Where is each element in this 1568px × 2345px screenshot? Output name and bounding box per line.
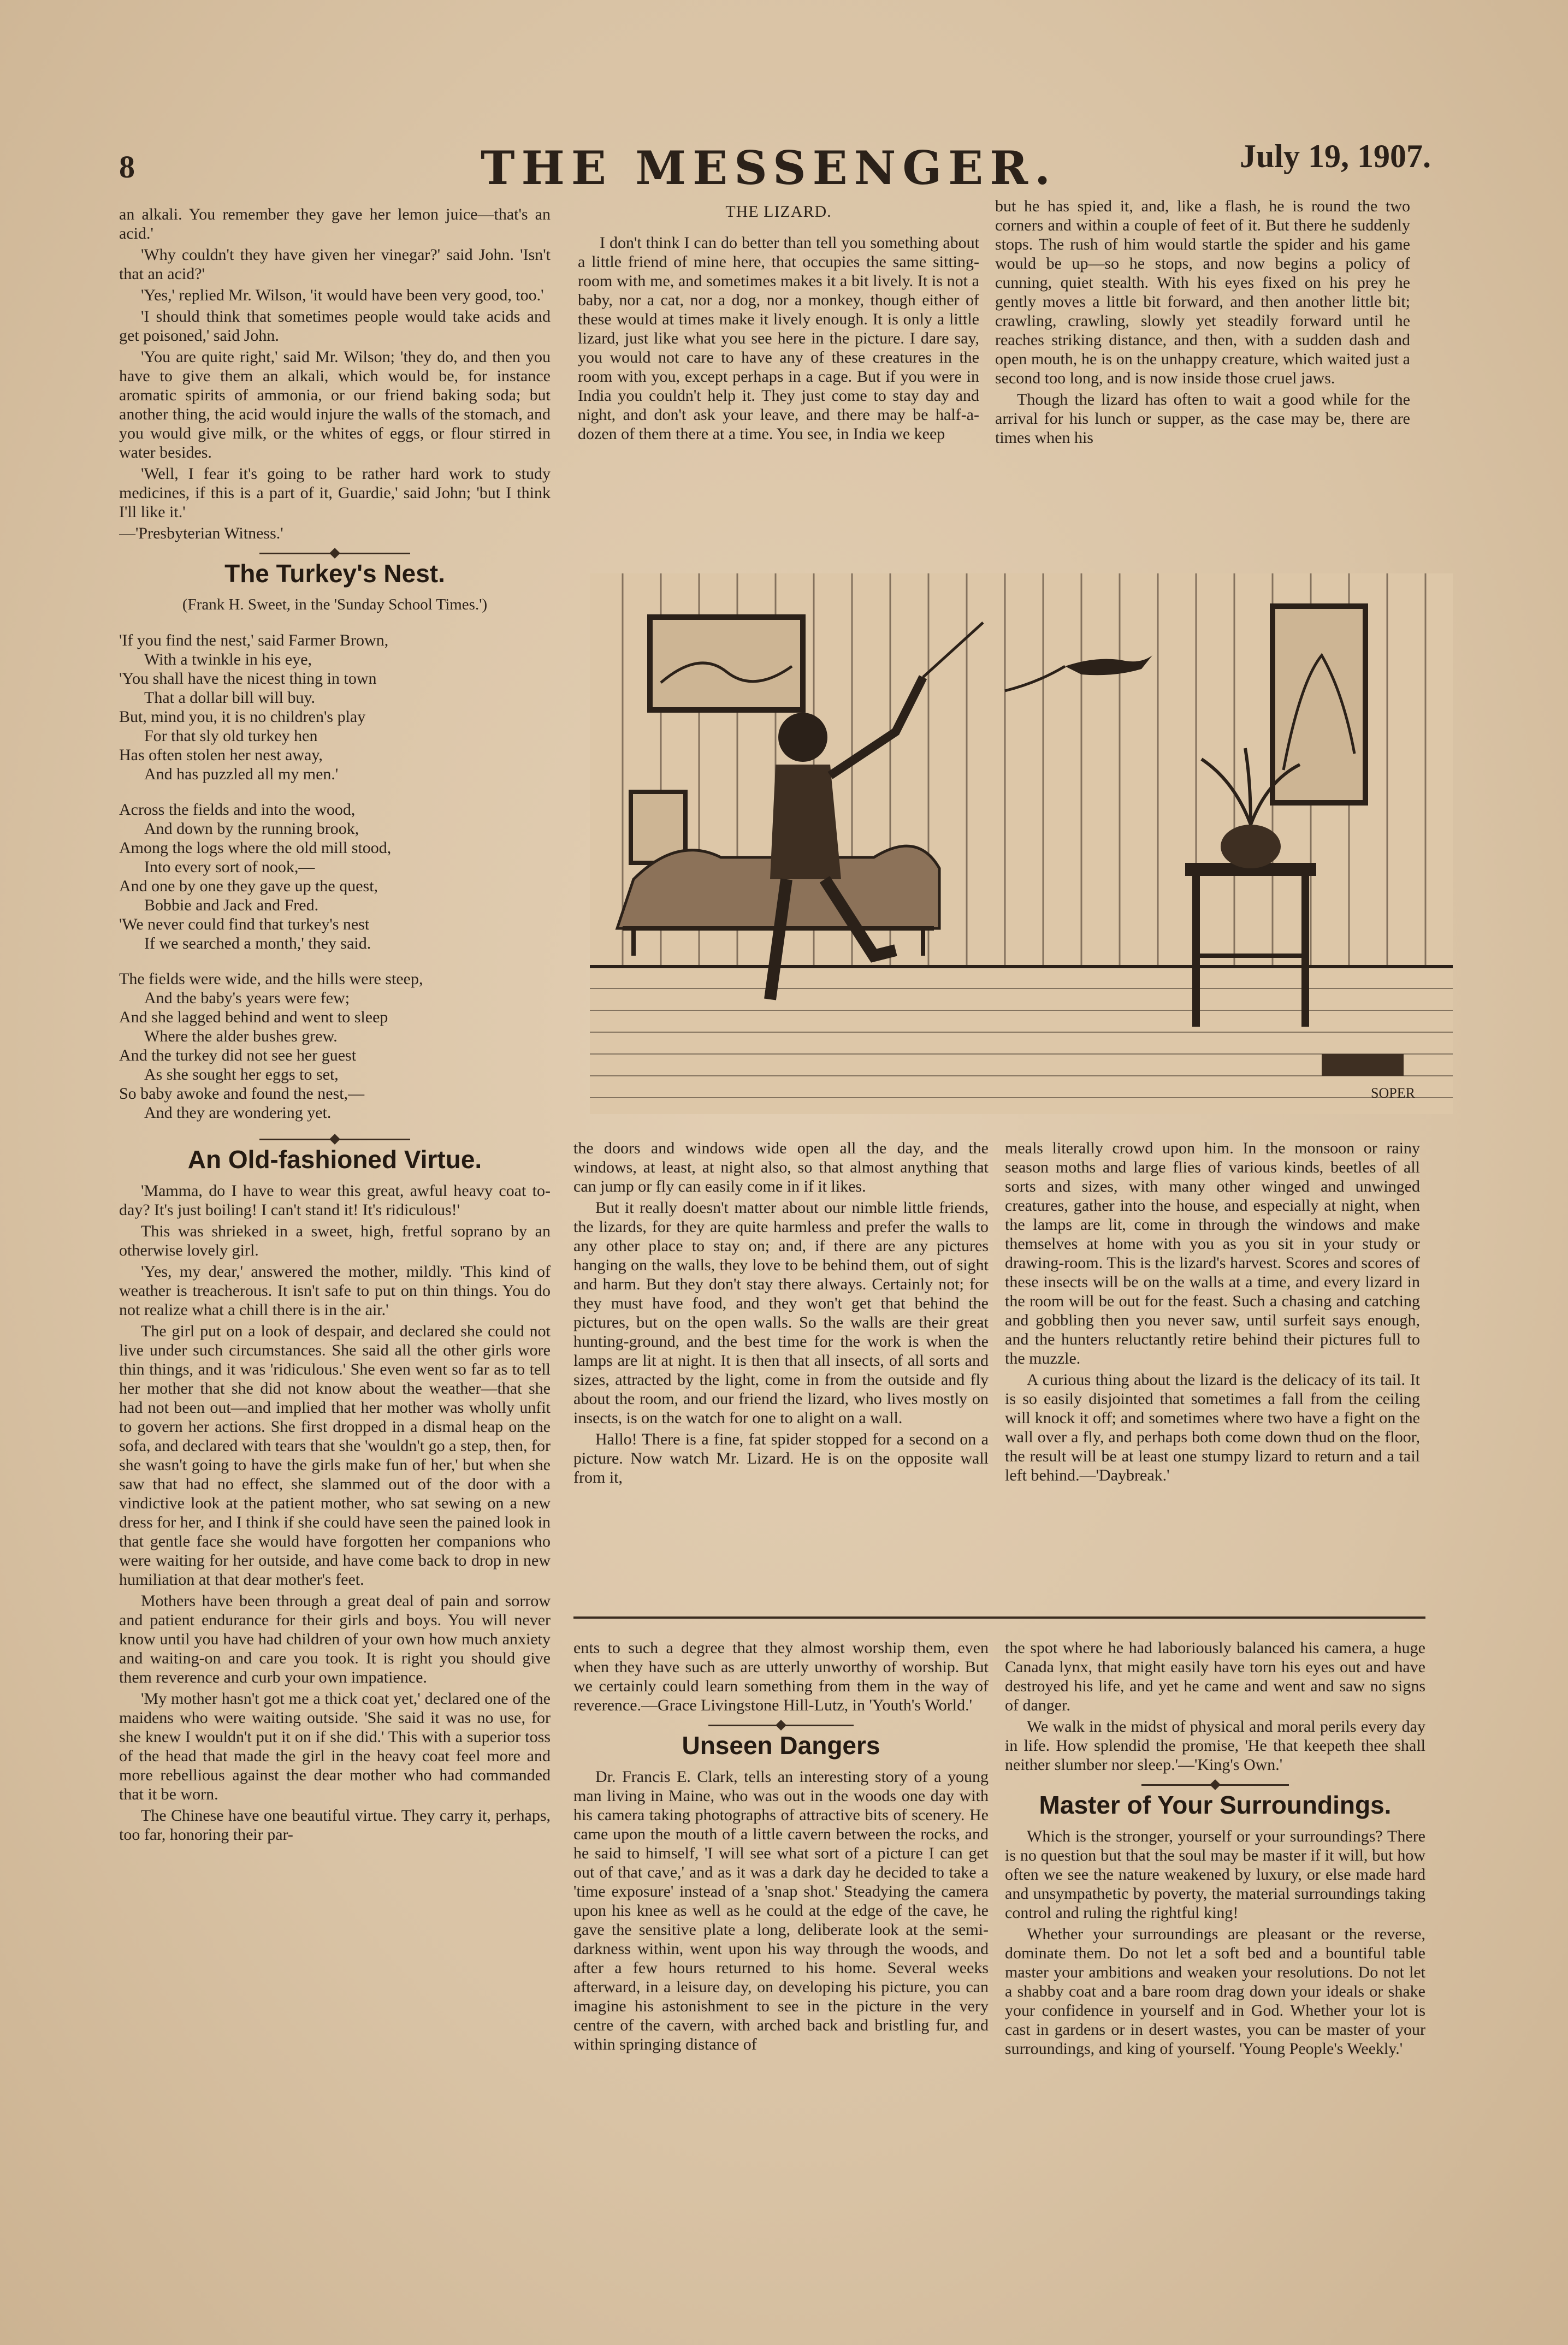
- article-paragraph: 'I should think that sometimes people would take acids and get poisoned,' said John.: [119, 307, 551, 345]
- illustration-drawing: [590, 573, 1453, 1114]
- byline: (Frank H. Sweet, in the 'Sunday School Times.'): [182, 596, 488, 613]
- section-divider: [259, 553, 411, 554]
- article-paragraph: Which is the stronger, yourself or your surroundings? There is no question but that the soul may be master if it will, but how often we see the nature weakened by luxury, or else made hard and unsympathetic by poverty, the material surroundings taking control and ruling the rightful king!: [1005, 1827, 1425, 1922]
- lizard-column-a: [578, 202, 979, 552]
- column-3-bottom: [1005, 1638, 1425, 2239]
- article-paragraph: 'Mamma, do I have to wear this great, awful heavy coat to-day? It's just boiling! I can't stand it! It's ridiculous!': [119, 1182, 551, 1219]
- article-paragraph: The girl put on a look of despair, and declared she could not live under such circumstances. She said all the other girls wore thin things, and it was 'ridiculous.' She even went so far as to tell her mother that she did not know about the weather—that she had not been out—and implied that her mother was wholly unfit to govern her actions. She first dropped in a dismal heap on the sofa, and declared with tears that she 'wouldn't go a step, then, for she wasn't going to have the girls make fun of her,' but when she saw that had no effect, she slammed out of the door with a vindictive look at the patient mother, who sat sewing on a new dress for her, and I think if she could have seen the pained look in that gentle face she would have forgotten her companions who were waiting for her outside, and have come back to drop in new humiliation at that dear mother's feet.: [119, 1322, 551, 1589]
- headline-unseen-dangers: Unseen Dangers: [682, 1731, 880, 1760]
- section-divider: [259, 1139, 411, 1140]
- lizard-column-c: [573, 1139, 989, 1600]
- article-paragraph: But it really doesn't matter about our nimble little friends, the lizards, for they are quite harmless and prefer the walls to any other place to stay on; and, if there are any pictures hanging on the walls, they love to be behind them, out of sight and harm. But they don't stay there always. Certainly not; for they must have food, and they won't get that behind the pictures, but on the open walls. So the walls are their great hunting-ground, and the best time for the work is when the lamps are lit at night. It is then that all insects, of all sorts and sizes, attracted by the light, come in from the outside and fly about the room, and our friend the lizard, who lives mostly on insects, is on the watch for one to alight on a wall.: [573, 1199, 989, 1427]
- poem-stanza: [119, 969, 551, 1122]
- article-paragraph: This was shrieked in a sweet, high, fretful soprano by an otherwise lovely girl.: [119, 1222, 551, 1259]
- poem-line: Has often stolen her nest away,: [119, 746, 323, 764]
- headline-turkeys-nest: The Turkey's Nest.: [224, 559, 445, 588]
- poem-line: 'You shall have the nicest thing in town: [119, 670, 377, 688]
- horizontal-rule: [573, 1616, 1425, 1619]
- article-paragraph: We walk in the midst of physical and moral perils every day in life. How splendid the promise, 'He that keepeth thee shall neither slumber nor sleep.'—'King's Own.': [1005, 1718, 1425, 1774]
- masthead-title: THE MESSENGER.: [481, 141, 1057, 195]
- poem-line: Into every sort of nook,—: [144, 858, 315, 876]
- article-paragraph: Hallo! There is a fine, fat spider stopped for a second on a picture. Now watch Mr. Lizard. He is on the opposite wall from it,: [573, 1430, 989, 1487]
- article-paragraph: Mothers have been through a great deal of pain and sorrow and patient endurance for their girls and boys. You will never know until you have had children of your own how much anxiety and waiting-on and care you took. It is right you should give them reverence and curb your own impatience.: [119, 1592, 551, 1686]
- article-paragraph: Whether your surroundings are pleasant or the reverse, dominate them. Do not let a soft bed and a bountiful table master your ambitions and weaken your resolutions. Do not let a shabby coat and a bare room drag down your ideals or shake your confidence in yourself and in God. Whether your lot is cast in gardens or in desert wastes, you can be master of your surroundings, and king of yourself. 'Young People's Weekly.': [1005, 1925, 1425, 2058]
- lizard-column-b: [995, 197, 1410, 552]
- article-paragraph: 'Yes, my dear,' answered the mother, mildly. 'This kind of weather is treacherous. It isn't safe to put on thin things. You do not realize what a chill there is in the air.': [119, 1263, 551, 1319]
- poem-line: 'We never could find that turkey's nest: [119, 915, 370, 933]
- poem-line: And down by the running brook,: [144, 820, 359, 838]
- poem-line: And the baby's years were few;: [144, 989, 350, 1007]
- article-paragraph: Though the lizard has often to wait a good while for the arrival for his lunch or supper, as the case may be, there are times when his: [995, 390, 1410, 447]
- illustrator-signature: SOPER: [1371, 1085, 1415, 1101]
- article-paragraph: but he has spied it, and, like a flash, he is round the two corners and within a couple of feet of it. But there he suddenly stops. The rush of him would startle the spider and his game would be up—so he stops, and now begins a policy of cunning, quiet stealth. With his eyes fixed on his prey he gently moves a little bit forward, and then another little bit; crawling, crawling, slowly yet steadily forward until he reaches striking distance, and then, with a sudden dash and open mouth, he is on the unhappy creature, which waited just a second too long, and is now inside those cruel jaws.: [995, 197, 1410, 387]
- article-paragraph: an alkali. You remember they gave her lemon juice—that's an acid.': [119, 205, 551, 242]
- poem-line: With a twinkle in his eye,: [144, 650, 312, 668]
- article-paragraph: 'Yes,' replied Mr. Wilson, 'it would have been very good, too.': [141, 286, 544, 304]
- poem-line: Among the logs where the old mill stood,: [119, 839, 392, 857]
- lizard-column-d: [1005, 1139, 1420, 1600]
- poem-line: So baby awoke and found the nest,—: [119, 1085, 365, 1103]
- article-paragraph: A curious thing about the lizard is the delicacy of its tail. It is so easily disjointed that sometimes a fall from the ceiling will knock it off; and sometimes where two have a fight on the wall over a fly, and perhaps both come down thud on the floor, the result will be at least one stumpy lizard to return and a tail left behind.—'Daybreak.': [1005, 1371, 1420, 1484]
- poem-line: The fields were wide, and the hills were steep,: [119, 970, 423, 988]
- headline-old-fashioned-virtue: An Old-fashioned Virtue.: [187, 1145, 482, 1174]
- article-source: —'Presbyterian Witness.': [119, 524, 283, 542]
- headline-master-of-surroundings: Master of Your Surroundings.: [1039, 1791, 1392, 1819]
- article-paragraph: 'You are quite right,' said Mr. Wilson; 'they do, and then you have to give them an alkali, which would be, for instance aromatic spirits of ammonia, or our friend baking soda; but another thing, the acid would injure the walls of the stomach, and you would give milk, or the whites of eggs, or flour stirred in water besides.: [119, 348, 551, 461]
- article-paragraph: ents to such a degree that they almost worship them, even when they have such as are utterly unworthy of worship. But we certainly could learn something from them in the way of reverence.—Grace Livingstone Hill-Lutz, in 'Youth's World.': [573, 1639, 989, 1714]
- poem-line: And the turkey did not see her guest: [119, 1046, 357, 1064]
- poem-line: That a dollar bill will buy.: [144, 689, 315, 707]
- section-divider: [1141, 1784, 1289, 1786]
- section-divider: [708, 1725, 854, 1726]
- poem-line: Bobbie and Jack and Fred.: [144, 896, 319, 914]
- article-paragraph: 'Well, I fear it's going to be rather hard work to study medicines, if this is a part of it, Guardie,' said John; 'but I think I'll like it.': [119, 465, 551, 521]
- article-paragraph: Dr. Francis E. Clark, tells an interesting story of a young man living in Maine, who was out in the woods one day with his camera taking photographs of attractive bits of scenery. He came upon the mouth of a little cavern between the rocks, and he said to himself, 'I will see what sort of a picture I can get out of that cave,' and as it was a dark day he decided to take a 'time exposure' instead of a 'snap shot.' Steadying the camera upon his knee as well as he could at the edge of the cave, he gave the sensitive plate a long, deliberate look at the semi-darkness within, went upon his way through the woods, and after a few hours returned to his home. Several weeks afterward, in a leisure day, on developing his picture, you can imagine his astonishment to see in the picture in the very centre of the cavern, with arched back and bristling fur, and within springing distance of: [573, 1768, 989, 2053]
- article-paragraph: the doors and windows wide open all the day, and the windows, at least, at night also, so that almost anything that can jump or fly can easily come in if it likes.: [573, 1139, 989, 1195]
- poem-line: And has puzzled all my men.': [144, 765, 339, 783]
- column-2-bottom: [573, 1638, 989, 2239]
- masthead-date: July 19, 1907.: [1240, 138, 1431, 174]
- poem-line: If we searched a month,' they said.: [144, 934, 371, 952]
- poem-line: And one by one they gave up the quest,: [119, 877, 378, 895]
- page-number: 8: [119, 149, 135, 185]
- poem-stanza: [119, 800, 551, 953]
- poem-line: Where the alder bushes grew.: [144, 1027, 338, 1045]
- poem-line: And they are wondering yet.: [144, 1104, 332, 1122]
- article-paragraph: 'My mother hasn't got me a thick coat yet,' declared one of the maidens who were waiting outside. 'She said it was no use, for she knew I wouldn't put it on if she did.' This with a superior toss of the head that made the girl in the heavy coat feel more and more rebellious against the dear mother who had commanded that it be worn.: [119, 1690, 551, 1803]
- poem-line: But, mind you, it is no children's play: [119, 708, 366, 726]
- article-paragraph: The Chinese have one beautiful virtue. They carry it, perhaps, too far, honoring their par-: [119, 1807, 551, 1844]
- poem-line: 'If you find the nest,' said Farmer Brown,: [119, 631, 389, 649]
- poem-line: As she sought her eggs to set,: [144, 1065, 339, 1083]
- lizard-illustration: [590, 573, 1453, 1114]
- article-paragraph: meals literally crowd upon him. In the monsoon or rainy season moths and large flies of various kinds, beetles of all sorts and sizes, with many other winged and unwinged creatures, gather into the house, and especially at night, when the lamps are lit, come in through the windows and make themselves at home with you as you sit in your study or drawing-room. This is the lizard's harvest. Scores and scores of these insects will be on the walls at a time, and every lizard in the room will be out for the feast. Such a chasing and catching and gobbling then you never saw, until surfeit says enough, and the hunters reluctantly retire behind their pictures full to the muzzle.: [1005, 1139, 1420, 1367]
- poem-stanza: [119, 631, 551, 784]
- poem-line: And she lagged behind and went to sleep: [119, 1008, 388, 1026]
- poem-line: Across the fields and into the wood,: [119, 801, 356, 819]
- poem-line: For that sly old turkey hen: [144, 727, 318, 745]
- article-paragraph: 'Why couldn't they have given her vinegar?' said John. 'Isn't that an acid?': [119, 246, 551, 283]
- article-paragraph: I don't think I can do better than tell you something about a little friend of mine here, that occupies the same sitting-room with me, and sometimes makes it a bit lively. It is not a baby, nor a cat, nor a dog, nor a monkey, though either of these would at times make it lively enough. It is only a little lizard, just like what you see here in the picture. I dare say, you would not care to have any of these creatures in the room with you, except perhaps in a cage. But if you were in India you couldn't help it. They just come to stay day and night, and don't ask your leave, and there may be half-a-dozen of them there at a time. You see, in India we keep: [578, 234, 979, 443]
- headline-lizard: THE LIZARD.: [725, 203, 832, 221]
- article-paragraph: the spot where he had laboriously balanced his camera, a huge Canada lynx, that might easily have torn his eyes out and have destroyed his life, and yet he came and went and saw no signs of danger.: [1005, 1639, 1425, 1714]
- column-1: [119, 205, 551, 2242]
